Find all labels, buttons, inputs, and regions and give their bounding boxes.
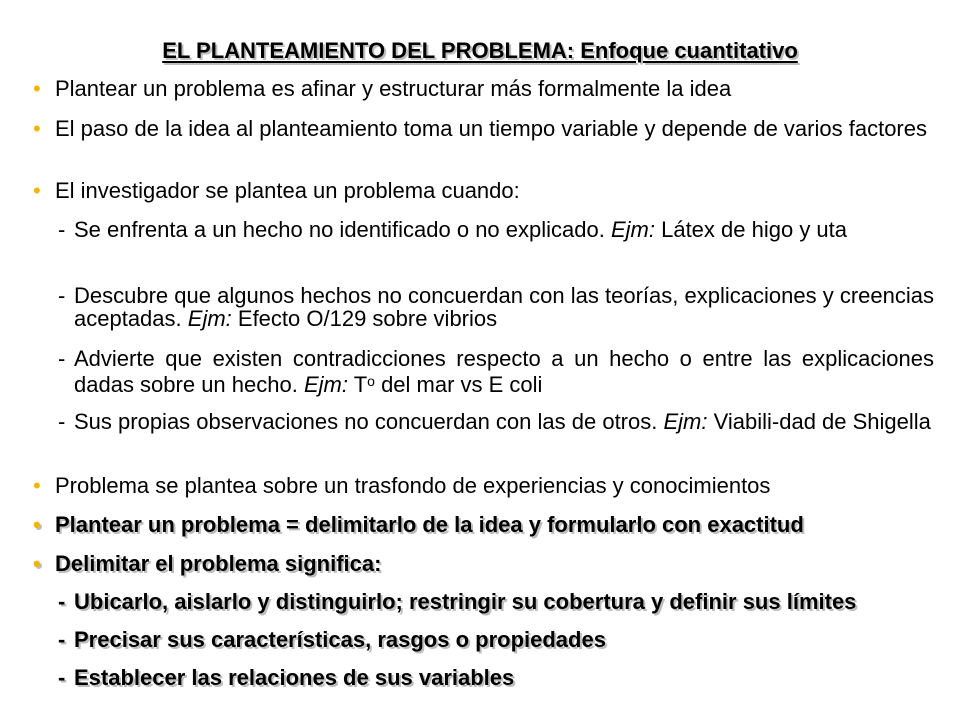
sub-text-main: Se enfrenta a un hecho no identificado o no explicado.: [74, 217, 605, 242]
bullet-item-emphasis: [33, 513, 933, 536]
bullet-text: Delimitar el problema significa:: [55, 551, 382, 576]
sub-text-main: Sus propias observaciones no concuerdan con las de otros.: [74, 409, 658, 434]
ejm-label: Ejm:: [303, 372, 348, 397]
example-text: Látex de higo y uta: [661, 217, 848, 242]
sub-text: [74, 410, 934, 433]
dash-marker: -: [58, 589, 66, 614]
dash-marker: -: [58, 665, 66, 690]
dash-marker: -: [58, 627, 66, 652]
sub-item-emphasis: [58, 628, 934, 651]
bullet-text: Plantear un problema = delimitarlo de la idea y formularlo con exactitud: [55, 512, 804, 537]
bullet-icon: •: [33, 512, 41, 537]
bullet-item: [33, 474, 933, 497]
bullet-text: Plantear un problema es afinar y estructurar más formalmente la idea: [55, 76, 732, 101]
sub-item-emphasis: [58, 590, 934, 613]
bullet-item: [33, 117, 933, 140]
sub-text: Establecer las relaciones de sus variables: [74, 665, 515, 690]
sub-text-main: Descubre que algunos hechos no concuerdan con las teorías, explicaciones y creencias aceptadas.: [74, 283, 934, 331]
degree-sup: o: [367, 373, 375, 389]
bullet-text: Problema se plantea sobre un trasfondo de experiencias y conocimientos: [55, 473, 771, 498]
ejm-label: Ejm:: [610, 217, 655, 242]
bullet-icon: •: [33, 178, 41, 203]
dash-marker: -: [58, 217, 66, 242]
example-text: Viabili-dad de Shigella: [713, 409, 931, 434]
sub-text: Ubicarlo, aislarlo y distinguirlo; restringir su cobertura y definir sus límites: [74, 589, 857, 614]
bullet-text: El paso de la idea al planteamiento toma un tiempo variable y depende de varios factores: [55, 116, 927, 141]
dash-marker: -: [58, 409, 66, 434]
dash-marker: -: [58, 346, 66, 371]
bullet-icon: •: [33, 551, 41, 576]
sub-item-emphasis: [58, 666, 934, 689]
sub-item: [58, 347, 934, 396]
bullet-icon: •: [33, 76, 41, 101]
sub-item: [58, 410, 934, 433]
dash-marker: -: [58, 283, 66, 308]
sub-text: [74, 284, 934, 330]
sub-item: [58, 218, 934, 241]
example-text-pre: T: [353, 372, 368, 397]
ejm-label: Ejm:: [663, 409, 708, 434]
bullet-icon: •: [33, 116, 41, 141]
slide-title: EL PLANTEAMIENTO DEL PROBLEMA: Enfoque cuantitativo: [162, 38, 798, 63]
ejm-label: Ejm:: [187, 306, 232, 331]
bullet-item: [33, 179, 933, 202]
bullet-text: El investigador se plantea un problema cuando:: [55, 178, 520, 203]
example-text-post: del mar vs E coli: [381, 372, 543, 397]
sub-item: [58, 284, 934, 330]
sub-text: [74, 218, 934, 241]
sub-text: Precisar sus características, rasgos o propiedades: [74, 627, 606, 652]
bullet-item: [33, 77, 933, 100]
bullet-item-emphasis: [33, 552, 933, 575]
sub-text-main: Advierte que existen contradicciones respecto a un hecho o entre las explicaciones dadas sobre un hecho.: [74, 346, 934, 397]
example-text: Efecto O/129 sobre vibrios: [237, 306, 498, 331]
sub-text: [74, 347, 934, 396]
bullet-icon: •: [33, 473, 41, 498]
